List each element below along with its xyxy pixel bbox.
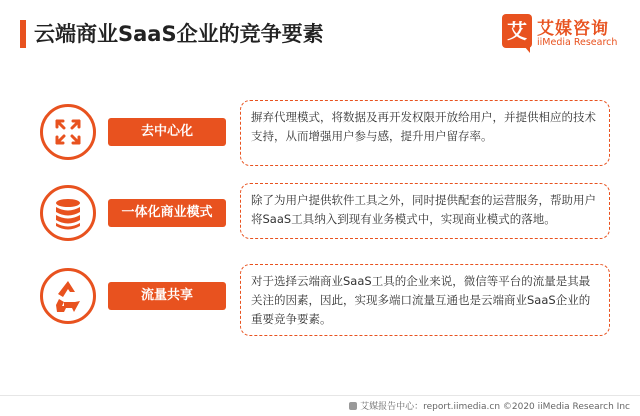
report-center-icon xyxy=(349,402,357,410)
factor-description: 摒弃代理模式，将数据及再开发权限开放给用户，并提供相应的技术支持，从而增强用户参与感，提升用户留存率。 xyxy=(240,100,610,166)
factor-row-integrated-model xyxy=(0,177,640,257)
factor-row-traffic-sharing xyxy=(0,258,640,338)
recycle-icon xyxy=(40,268,96,324)
factor-label: 去中心化 xyxy=(108,118,226,146)
page-title: 云端商业SaaS企业的竞争要素 xyxy=(34,22,324,46)
factor-label: 一体化商业模式 xyxy=(108,199,226,227)
title-accent-bar xyxy=(20,20,26,48)
factor-description: 对于选择云端商业SaaS工具的企业来说，微信等平台的流量是其最关注的因素，因此，实现多端口流量互通也是云端商业SaaS企业的重要竞争要素。 xyxy=(240,264,610,336)
factor-description: 除了为用户提供软件工具之外，同时提供配套的运营服务，帮助用户将SaaS工具纳入到现有业务模式中，实现商业模式的落地。 xyxy=(240,183,610,239)
logo-mark-icon: 艾 xyxy=(502,14,532,48)
footer xyxy=(349,399,630,412)
database-stack-icon xyxy=(40,185,96,241)
logo-name-cn: 艾媒咨询 xyxy=(537,19,609,39)
brand-logo xyxy=(502,14,632,54)
footer-text: 艾媒报告中心：report.iimedia.cn ©2020 iiMedia Research Inc xyxy=(360,402,630,412)
decentralize-arrows-icon xyxy=(40,104,96,160)
factor-row-decentralization xyxy=(0,94,640,174)
logo-name-en: iiMedia Research xyxy=(537,37,618,48)
footer-divider xyxy=(0,395,640,396)
factor-label: 流量共享 xyxy=(108,282,226,310)
